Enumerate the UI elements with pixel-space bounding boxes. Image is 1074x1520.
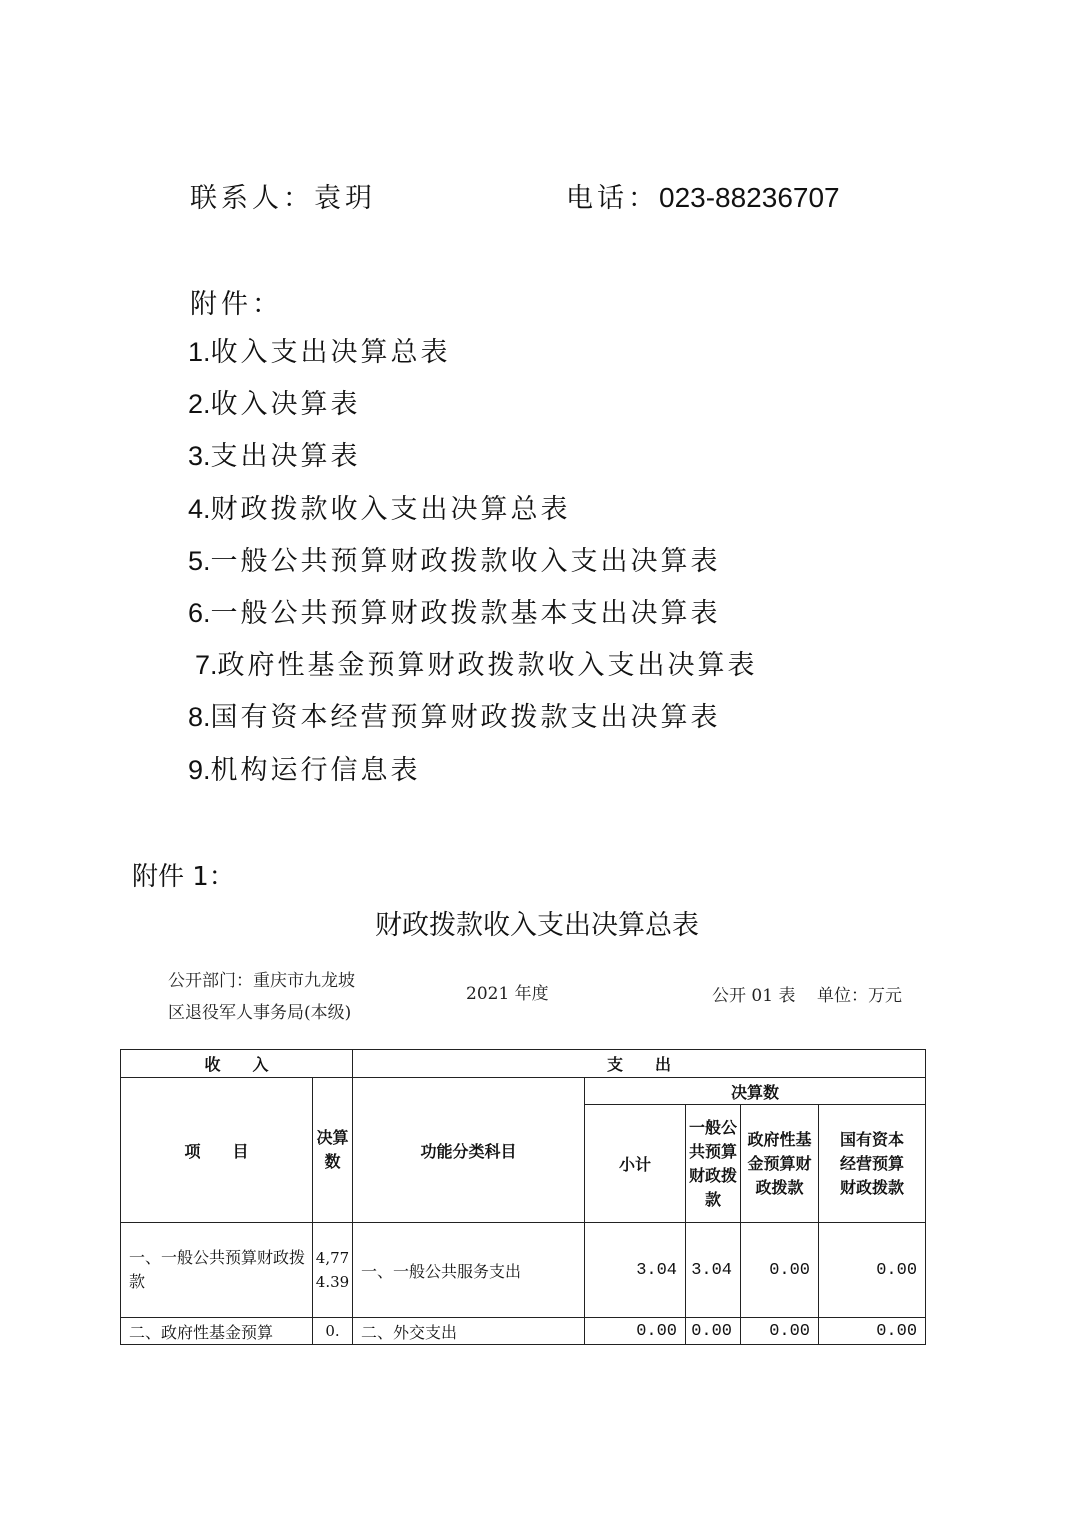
attachment-item [188, 487, 758, 539]
col-fund-header: 政府性基金预算财政拨款 [741, 1105, 819, 1223]
attachment-title: 机构运行信息表 [210, 754, 421, 786]
income-value-cell: 4,774.39 [313, 1223, 353, 1318]
attachments-heading: 附件： [190, 289, 283, 320]
general-cell: 3.04 [686, 1223, 741, 1318]
attachment-title: 一般公共预算财政拨款基本支出决算表 [210, 597, 721, 629]
attachment-title: 国有资本经营预算财政拨款支出决算表 [210, 702, 721, 734]
subtotal-cell: 3.04 [585, 1223, 686, 1318]
state-cell: 0.00 [819, 1318, 926, 1345]
attachment-number: 2. [188, 389, 211, 420]
fund-cell: 0.00 [741, 1318, 819, 1345]
income-item-cell: 一、一般公共预算财政拨款 [121, 1223, 313, 1318]
col-subtotal-header: 小计 [585, 1105, 686, 1223]
attachment-number: 1. [188, 337, 211, 367]
income-header: 收 入 [121, 1050, 353, 1078]
attachment-number: 7. [195, 650, 218, 681]
dept-line-2: 区退役军人事务局(本级) [168, 1003, 352, 1023]
attachment-item [188, 591, 758, 643]
state-cell: 0.00 [819, 1223, 926, 1318]
table-number: 公开 01 表 [712, 986, 796, 1006]
attachment-item [188, 695, 758, 747]
table-row [121, 1223, 926, 1318]
dept-line-1: 公开部门：重庆市九龙坡 [168, 971, 355, 991]
fund-cell: 0.00 [741, 1223, 819, 1318]
attachment-item [188, 382, 758, 434]
attachment-number: 6. [188, 597, 211, 628]
attachment-number: 5. [188, 545, 211, 576]
col-item-header: 项 目 [121, 1078, 313, 1223]
unit-label: 单位：万元 [817, 986, 902, 1006]
table-title: 财政拨款收入支出决算总表 [375, 910, 699, 941]
subtotal-cell: 0.00 [585, 1318, 686, 1345]
contact-person-label: 联系人： [190, 183, 314, 214]
attachment-item [188, 748, 758, 800]
attachment-title: 支出决算表 [210, 441, 361, 473]
table-header-row [121, 1050, 926, 1078]
table-row [121, 1318, 926, 1345]
attachment-item [188, 330, 758, 382]
expense-item-cell: 二、外交支出 [353, 1318, 585, 1345]
contact-phone-number: 023-88236707 [659, 182, 840, 213]
contact-person [190, 176, 376, 215]
expense-header: 支 出 [353, 1050, 926, 1078]
col-final-group-header: 决算数 [585, 1078, 926, 1105]
expense-item-cell: 一、一般公共服务支出 [353, 1223, 585, 1318]
contact-phone [566, 176, 840, 215]
income-value-cell: 0. [313, 1318, 353, 1345]
attachment-number: 9. [188, 754, 211, 785]
contact-phone-label: 电话： [566, 183, 659, 214]
income-item-cell: 二、政府性基金预算 [121, 1318, 313, 1345]
col-function-header: 功能分类科目 [353, 1078, 585, 1223]
attachment-item [188, 434, 758, 486]
attachment-number: 8. [188, 702, 211, 733]
attachment-item [188, 643, 758, 695]
attachment-title: 一般公共预算财政拨款收入支出决算表 [210, 545, 721, 577]
finance-summary-table [120, 1049, 926, 1345]
report-year: 2021 年度 [466, 984, 549, 1004]
attachment-title: 收入决算表 [210, 389, 361, 421]
attachment-item [188, 539, 758, 591]
table-subheader-row [121, 1078, 926, 1105]
attachment-title: 政府性基金预算财政拨款收入支出决算表 [217, 650, 758, 682]
general-cell: 0.00 [686, 1318, 741, 1345]
contact-person-name: 袁玥 [314, 183, 376, 214]
attachment-title: 收入支出决算总表 [210, 337, 451, 368]
attachment-number: 4. [188, 493, 211, 524]
attachment-number: 3. [188, 441, 211, 472]
appendix-label: 附件 1： [132, 862, 235, 892]
col-general-header: 一般公共预算财政拨款 [686, 1105, 741, 1223]
attachment-title: 财政拨款收入支出决算总表 [210, 493, 571, 525]
col-state-header: 国有资本经营预算财政拨款 [819, 1105, 926, 1223]
attachments-list [188, 330, 758, 800]
col-final-header: 决算数 [313, 1078, 353, 1223]
